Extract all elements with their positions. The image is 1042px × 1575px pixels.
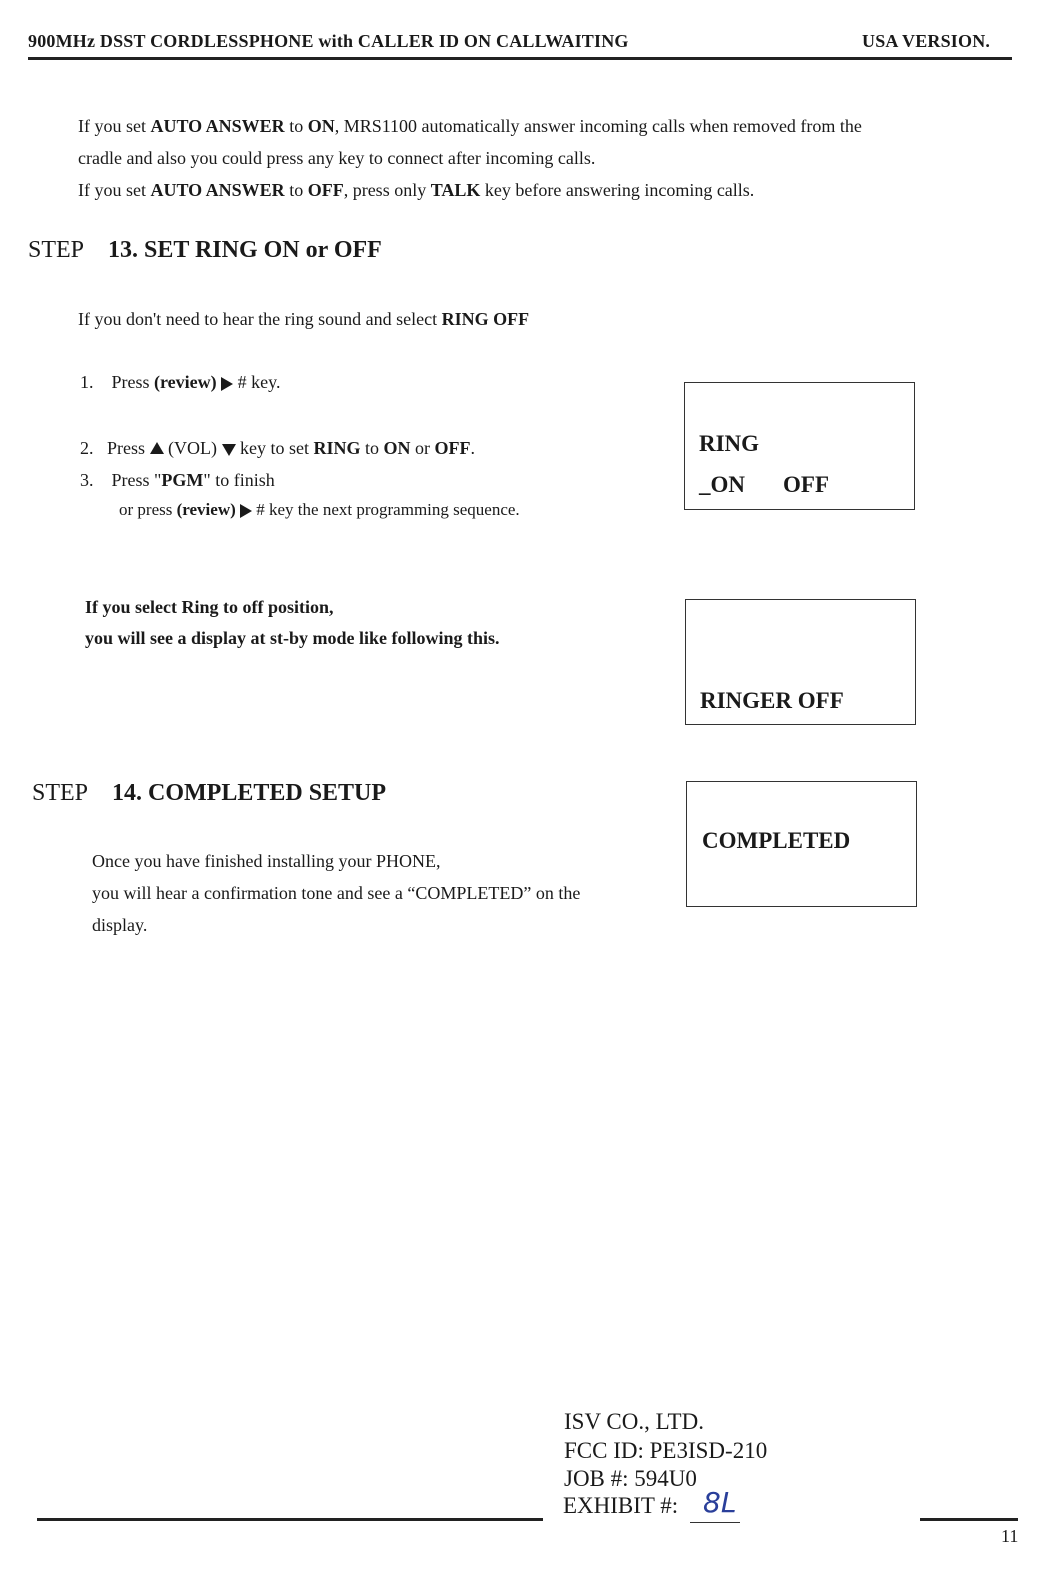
lcd-display-completed [686,781,917,907]
footer-job-number: JOB #: 594U0 [564,1466,697,1491]
step13-heading: STEP 13. SET RING ON or OFF [28,237,382,263]
lcd-completed-text: COMPLETED [702,828,851,853]
footer-rule-right [920,1518,1018,1521]
ring-off-note-line-2: you will see a display at st-by mode like following this. [85,628,500,648]
ring-off-note-line-1: If you select Ring to off position, [85,597,334,617]
document-header-title: 900MHz DSST CORDLESSPHONE with CALLER ID ON CALLWAITING [28,31,629,51]
lcd-ring-off: OFF [783,472,829,497]
play-icon [221,377,233,391]
page-number: 11 [1001,1526,1019,1546]
lcd-display-ringer-off [685,599,916,725]
step14-heading: STEP 14. COMPLETED SETUP [32,780,387,806]
lcd-display-ring [684,382,915,510]
lcd-ring-label: RING [699,431,760,456]
footer-exhibit-handwritten-value: 8L [703,1486,737,1519]
footer-exhibit-label: EXHIBIT #: [563,1493,679,1518]
step13-description: If you don't need to hear the ring sound and select RING OFF [78,309,530,329]
lcd-ringer-off-text: RINGER OFF [700,688,844,713]
step13-item-3: 3. Press "PGM" to finish [80,470,275,490]
step14-line-1: Once you have finished installing your PHONE, [92,851,441,871]
exhibit-underline [690,1522,740,1523]
volume-up-icon [150,442,164,454]
step13-item-2: 2. Press (VOL) key to set RING to ON or OFF. [80,438,476,458]
step13-item-1: 1. Press (review) # key. [80,372,281,392]
header-rule [28,57,1012,60]
document-header-version: USA VERSION. [862,31,991,51]
volume-down-icon [222,444,236,456]
step14-line-3: display. [92,915,148,935]
footer-rule-left [37,1518,543,1521]
lcd-ring-on: _ON [699,472,745,497]
intro-line-3: If you set AUTO ANSWER to OFF, press only TALK key before answering incoming calls. [78,180,755,200]
intro-line-2: cradle and also you could press any key to connect after incoming calls. [78,148,596,168]
footer-fcc-id: FCC ID: PE3ISD-210 [564,1438,768,1463]
step14-line-2: you will hear a confirmation tone and see a “COMPLETED” on the [92,883,581,903]
step13-item-3-continued: or press (review) # key the next programming sequence. [119,500,520,519]
footer-company: ISV CO., LTD. [564,1409,704,1434]
intro-line-1: If you set AUTO ANSWER to ON, MRS1100 automatically answer incoming calls when removed from the [78,116,862,136]
play-icon [240,504,252,518]
